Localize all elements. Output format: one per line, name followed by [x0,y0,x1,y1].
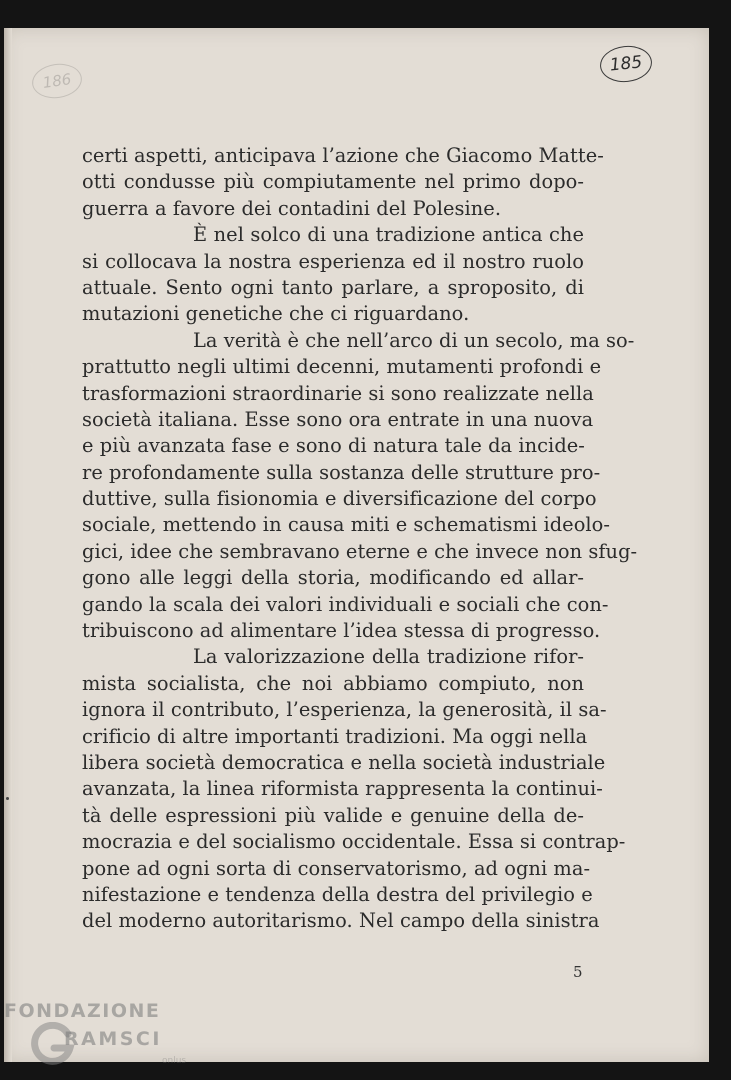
text-line: gici, idee che sembravano eterne e che invece non sfug- [82,539,638,563]
archive-number-stamp [598,43,653,84]
text-line: del moderno autoritarismo. Nel campo della sinistra [82,909,600,933]
text-line: gando la scala dei valori individuali e sociali che con- [82,592,609,616]
text-line: mutazioni genetiche che ci riguardano. [82,302,470,326]
text-line: libera società democratica e nella società industriale [82,750,606,774]
text-line: È nel solco di una tradizione antica che [193,223,584,247]
text-line: ignora il contributo, l’esperienza, la generosità, il sa- [82,698,607,722]
text-line: guerra a favore dei contadini del Polesine. [82,196,502,220]
document-page [4,28,709,1062]
text-line: re profondamente sulla sostanza delle strutture pro- [82,460,601,484]
faded-archive-stamp [30,61,84,102]
text-line: La verità è che nell’arco di un secolo, ma so- [193,328,635,352]
watermark-line2: RAMSCI [64,1028,162,1050]
archive-stamp-number: 185 [608,52,644,76]
text-line: crificio di altre importanti tradizioni. Ma oggi nella [82,724,588,748]
watermark-small: onlus [162,1056,187,1066]
binding-edge [4,28,12,1062]
text-line: pone ad ogni sorta di conservatorismo, ad ogni ma- [82,856,591,880]
text-line: avanzata, la linea riformista rappresenta la continui- [82,777,603,801]
text-line: nifestazione e tendenza della destra del privilegio e [82,882,593,906]
text-line: attuale. Sento ogni tanto parlare, a sproposito, di [82,275,584,299]
text-line: società italiana. Esse sono ora entrate in una nuova [82,407,594,431]
text-line: mocrazia e del socialismo occidentale. Essa si contrap- [82,830,626,854]
text-line: La valorizzazione della tradizione rifor- [193,645,584,669]
watermark-line1: FONDAZIONE [4,1000,161,1022]
faded-stamp-number: 186 [41,70,73,92]
text-line: tribuiscono ad alimentare l’idea stessa di progresso. [82,619,601,643]
text-line: mista socialista, che noi abbiamo compiuto, non [82,671,584,695]
watermark-logo [4,1000,194,1078]
text-line: trasformazioni straordinarie si sono realizzate nella [82,381,594,405]
margin-speck [6,797,9,800]
text-line: prattutto negli ultimi decenni, mutamenti profondi e [82,355,602,379]
body-text [82,143,638,935]
page-number: 5 [573,963,583,981]
text-line: si collocava la nostra esperienza ed il nostro ruolo [82,249,584,273]
text-line: gono alle leggi della storia, modificando ed allar- [82,566,584,590]
text-line: sociale, mettendo in causa miti e schematismi ideolo- [82,513,610,537]
text-line: certi aspetti, anticipava l’azione che Giacomo Matte- [82,144,604,167]
text-line: e più avanzata fase e sono di natura tale da incide- [82,434,585,458]
text-line: tà delle espressioni più valide e genuine della de- [82,803,584,827]
text-line: duttive, sulla fisionomia e diversificazione del corpo [82,487,597,511]
text-line: otti condusse più compiutamente nel primo dopo- [82,170,584,194]
